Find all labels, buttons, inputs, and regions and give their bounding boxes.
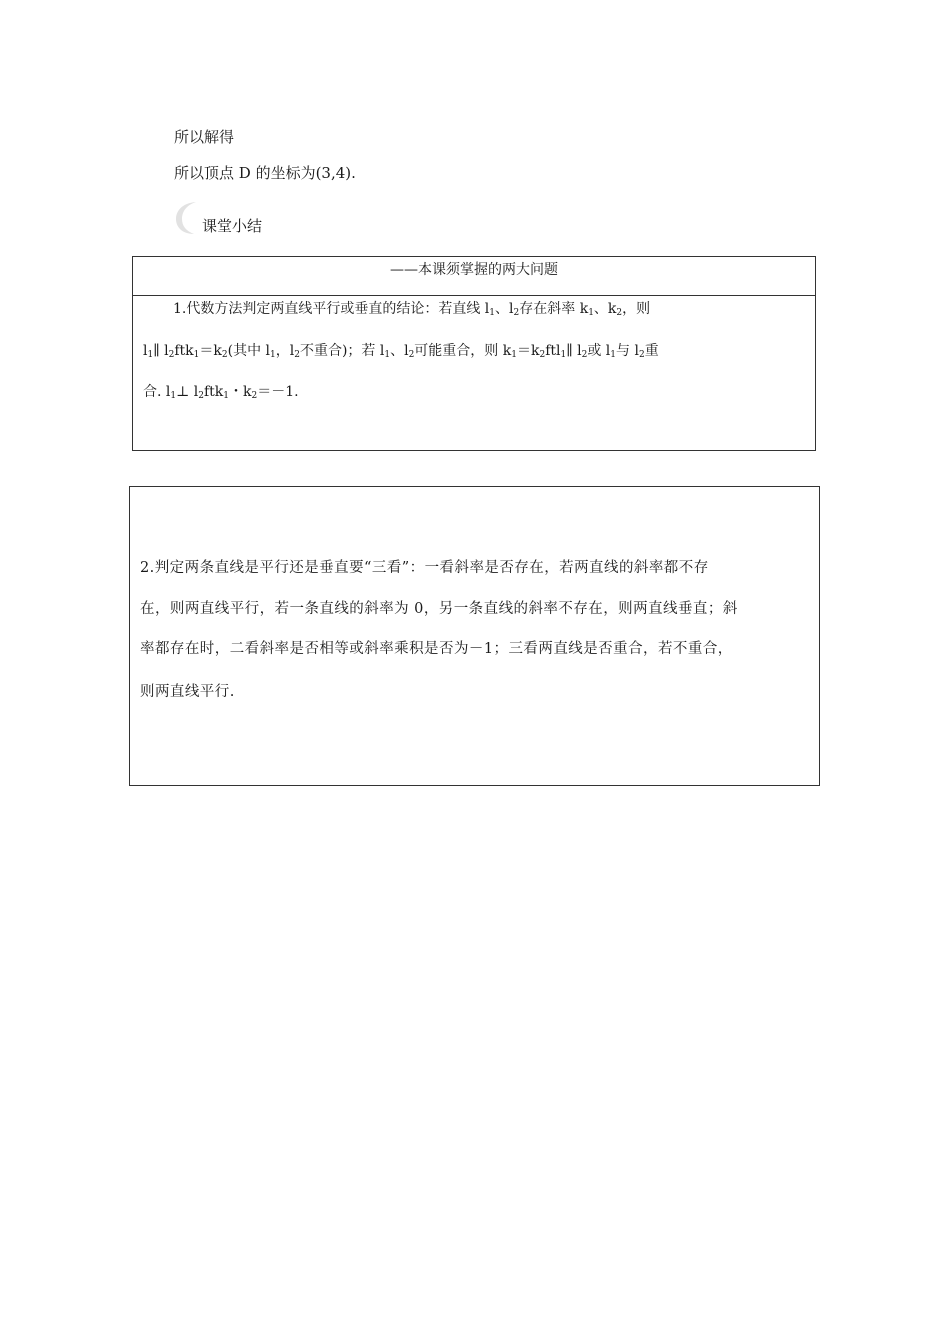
solution-text-line-2: 所以顶点 D 的坐标为(3,4).	[174, 164, 356, 182]
summary-line-3: 合. $l_1\perp$ $l_2ftk_1$・$k_2=-1$.	[143, 384, 299, 401]
note-line-3: 率都存在时，二看斜率是否相等或斜率乘积是否为－1；三看两直线是否重合，若不重合，	[140, 641, 733, 657]
section-title: 课堂小结	[202, 217, 263, 235]
solution-text-line-1: 所以解得	[174, 128, 235, 146]
crescent-icon	[174, 200, 204, 236]
section-heading	[174, 200, 374, 236]
summary-header: ——本课须掌握的两大问题	[133, 257, 815, 296]
note-box	[129, 486, 820, 786]
note-line-1: 2.判定两条直线是平行还是垂直要“三看”：一看斜率是否存在，若两直线的斜率都不存	[140, 560, 709, 576]
note-line-4: 则两直线平行.	[140, 684, 235, 700]
summary-table	[132, 256, 816, 451]
summary-line-2: $l_1\parallel$ $l_2ftk_1=k_2$(其中 $l_1$，$l_2$不重合)；若 $l_1$、$l_2$可能重合，则 $k_1=k_2ftl_1\parallel$ $l_2$或 $l_1$与 $l_2$重	[143, 343, 659, 360]
note-line-2: 在，则两直线平行，若一条直线的斜率为 0，另一条直线的斜率不存在，则两直线垂直；斜	[140, 601, 738, 617]
summary-line-1: 1.代数方法判定两直线平行或垂直的结论：若直线 $l_1$、$l_2$存在斜率 $k_1$、$k_2$，则	[173, 301, 651, 318]
